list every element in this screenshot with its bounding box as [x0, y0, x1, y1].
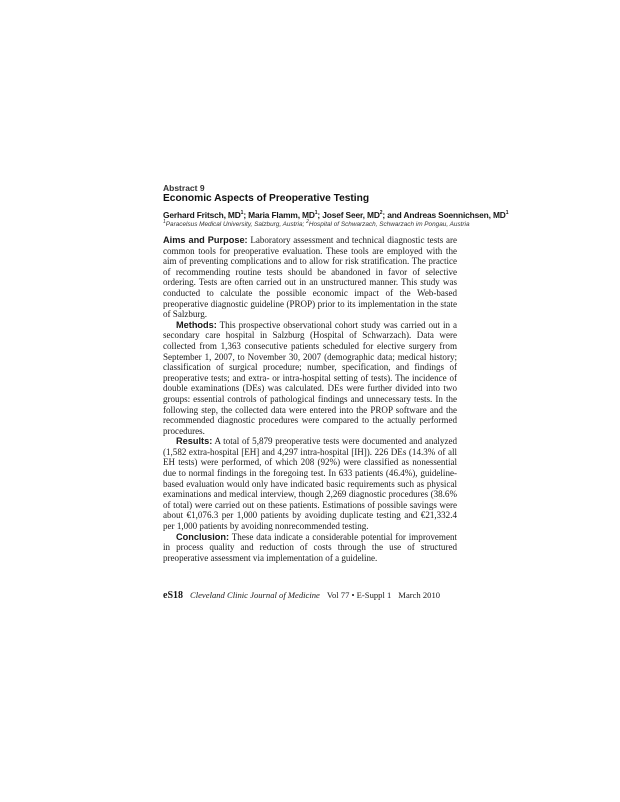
affiliations [163, 218, 470, 228]
author: Andreas Soennichsen, MD [403, 210, 506, 220]
author-list [163, 210, 509, 220]
journal-name: Cleveland Clinic Journal of Medicine [190, 590, 320, 600]
section-text: These data indicate a considerable potential for improvement in process quality and reduction of costs through the use of structured preoperative assessment via implementation of a guideline. [163, 531, 457, 563]
section-heading: Methods: [176, 319, 217, 330]
author-affiliation-mark: 1 [240, 210, 244, 217]
affiliation: Hospital of Schwarzach, Schwarzach im Pongau, Austria [308, 221, 470, 228]
author-separator: ; [243, 210, 249, 220]
affiliation-mark: 2 [306, 218, 309, 225]
issue-info: Vol 77 • E-Suppl 1 [326, 590, 392, 600]
author-affiliation-mark: 2 [379, 210, 383, 217]
author: Josef Seer, MD [322, 210, 380, 220]
author-separator: ; and [382, 210, 404, 220]
author-affiliation-mark: 1 [505, 210, 509, 217]
section-conclusion [163, 532, 457, 564]
section-heading: Results: [176, 436, 213, 447]
author: Gerhard Fritsch, MD [163, 210, 241, 220]
section-heading: Conclusion: [176, 531, 230, 542]
page-number: eS18 [163, 590, 183, 601]
author-separator: ; [317, 210, 323, 220]
section-text: This prospective observational cohort study was carried out in a secondary care hospital in Salzburg (Hospital of Schwarzach). Data were collected from 1,363 consecutive patients scheduled for elective surgery from September 1, 2007, to November 30, 2007 (demographic data; medical history; classification of surgical procedure; number, specification, and findings of preoperative tests; and extra- or intra-hospital setting of tests). The incidence of double examinations (DEs) was calculated. DEs were further divided into two groups: essential controls of pathological findings and unnecessary tests. In the following step, the collected data were entered into the PROP software and the recommended diagnostic procedures were compared to the actually performed procedures. [163, 319, 457, 436]
section-methods [163, 320, 457, 437]
affiliation: Paracelsus Medical University, Salzburg, Austria; [165, 221, 307, 228]
author-affiliation-mark: 1 [314, 210, 318, 217]
abstract-body [163, 235, 457, 563]
abstract-number: Abstract 9 [163, 183, 205, 193]
author: Maria Flamm, MD [248, 210, 315, 220]
abstract-title: Economic Aspects of Preoperative Testing [163, 193, 370, 204]
section-heading: Aims and Purpose: [163, 235, 248, 245]
issue-date: March 2010 [398, 590, 441, 600]
section-text: Laboratory assessment and technical diagnostic tests are common tools for preoperative evaluation. These tools are employed with the aim of preventing complications and to allow for risk stratification. The practice of recommending routine tests should be abandoned in favor of selective ordering. Tests are often carried out in an unstructured manner. This study was conducted to calculate the possible economic impact of the Web-based preoperative diagnostic guideline (PROP) prior to its implementation in the state of Salzburg. [163, 235, 457, 320]
section-aims [163, 235, 457, 320]
section-text: A total of 5,879 preoperative tests were documented and analyzed (1,582 extra-hospital [EH] and 4,297 intra-hospital [IH]). 226 DEs (14.3% of all EH tests) were performed, of which 208 (92%) were classified as nonessential due to normal findings in the foregoing test. In 633 patients (46.4%), guideline-based evaluation would only have indicated basic requirements such as physical examinations and medical interview, though 2,269 diagnostic procedures (38.6% of total) were carried out on these patients. Estimations of possible savings were about €1,076.3 per 1,000 patients by avoiding duplicate testing and €21,332.4 per 1,000 patients by avoiding nonrecommended testing. [163, 436, 457, 532]
affiliation-mark: 1 [163, 218, 166, 225]
section-results [163, 436, 457, 531]
page-footer [163, 590, 440, 601]
